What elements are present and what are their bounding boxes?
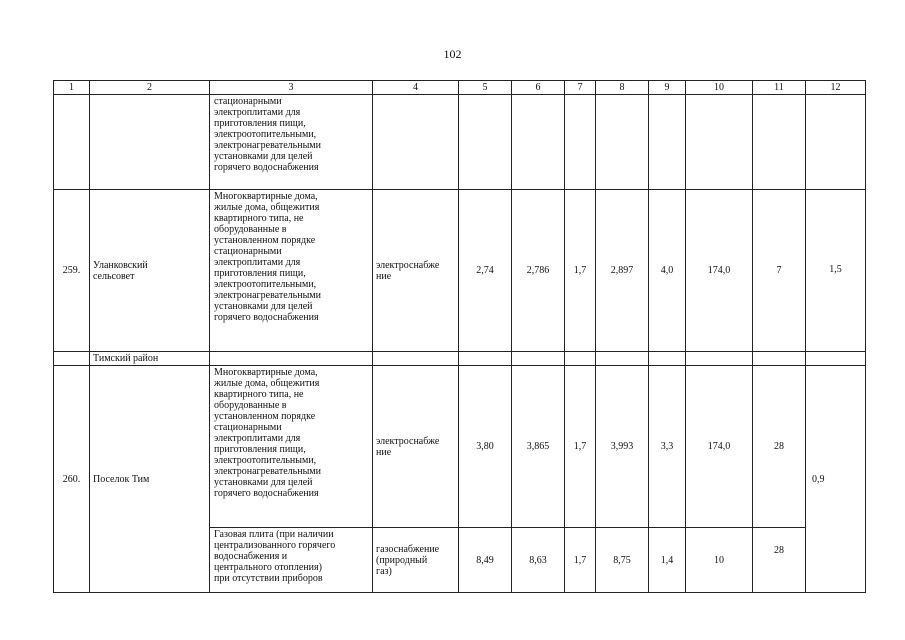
value-cell-6: 2,786 [512, 190, 565, 352]
header-cell: 11 [753, 81, 806, 95]
value-cell-6: 8,63 [512, 528, 565, 593]
header-cell: 4 [373, 81, 459, 95]
description-cell: Многоквартирные дома, жилые дома, общежития квартирного типа, не оборудованные в установленном порядке стационарными электроплитами для приготовления пищи, электроотопительными, электронагревательными установками для целей горячего водоснабжения [210, 366, 373, 528]
table-row-continuation [54, 95, 866, 190]
value-cell-7: 1,7 [565, 190, 596, 352]
header-cell: 8 [596, 81, 649, 95]
value-cell-5: 2,74 [459, 190, 512, 352]
table-row-259 [54, 190, 866, 352]
row-number: 260. [54, 366, 90, 593]
value-cell-10: 174,0 [686, 366, 753, 528]
value-cell-10: 10 [686, 528, 753, 593]
value-cell-12: 1,5 [806, 190, 866, 352]
service-type: электроснабже ние [373, 190, 459, 352]
header-cell: 9 [649, 81, 686, 95]
value-cell-7: 1,7 [565, 528, 596, 593]
value-cell-11: 28 [753, 366, 806, 528]
value-cell-8: 2,897 [596, 190, 649, 352]
value-cell-5: 8,49 [459, 528, 512, 593]
value-cell-11: 28 [753, 528, 806, 593]
header-row [54, 81, 866, 95]
header-cell: 6 [512, 81, 565, 95]
header-cell: 3 [210, 81, 373, 95]
header-cell: 2 [90, 81, 210, 95]
service-type: газоснабжение (природный газ) [373, 528, 459, 593]
value-cell-5: 3,80 [459, 366, 512, 528]
value-cell-11: 7 [753, 190, 806, 352]
tariff-table [53, 80, 866, 593]
value-cell-12: 0,9 [806, 366, 866, 593]
value-cell-8: 3,993 [596, 366, 649, 528]
settlement-name: Поселок Тим [90, 366, 210, 593]
value-cell-10: 174,0 [686, 190, 753, 352]
description-cell: Газовая плита (при наличии централизованного горячего водоснабжения и центрального отопления) при отсутствии приборов [210, 528, 373, 593]
header-cell: 1 [54, 81, 90, 95]
value-cell-8: 8,75 [596, 528, 649, 593]
district-row [54, 352, 866, 366]
description-cell: Многоквартирные дома, жилые дома, общежития квартирного типа, не оборудованные в установленном порядке стационарными электроплитами для приготовления пищи, электроотопительными, электронагревательными установками для целей горячего водоснабжения [210, 190, 373, 352]
district-name: Тимский район [90, 352, 210, 366]
service-type: электроснабже ние [373, 366, 459, 528]
description-cell: стационарными электроплитами для приготовления пищи, электроотопительными, электронагревательными установками для целей горячего водоснабжения [210, 95, 373, 190]
table-row-260-electric [54, 366, 866, 528]
value-cell-9: 3,3 [649, 366, 686, 528]
header-cell: 10 [686, 81, 753, 95]
header-cell: 12 [806, 81, 866, 95]
value-cell-7: 1,7 [565, 366, 596, 528]
page-number: 102 [443, 47, 462, 61]
settlement-name: Уланковский сельсовет [90, 190, 210, 352]
header-cell: 7 [565, 81, 596, 95]
value-cell-6: 3,865 [512, 366, 565, 528]
row-number: 259. [54, 190, 90, 352]
value-cell-9: 4,0 [649, 190, 686, 352]
value-cell-9: 1,4 [649, 528, 686, 593]
header-cell: 5 [459, 81, 512, 95]
